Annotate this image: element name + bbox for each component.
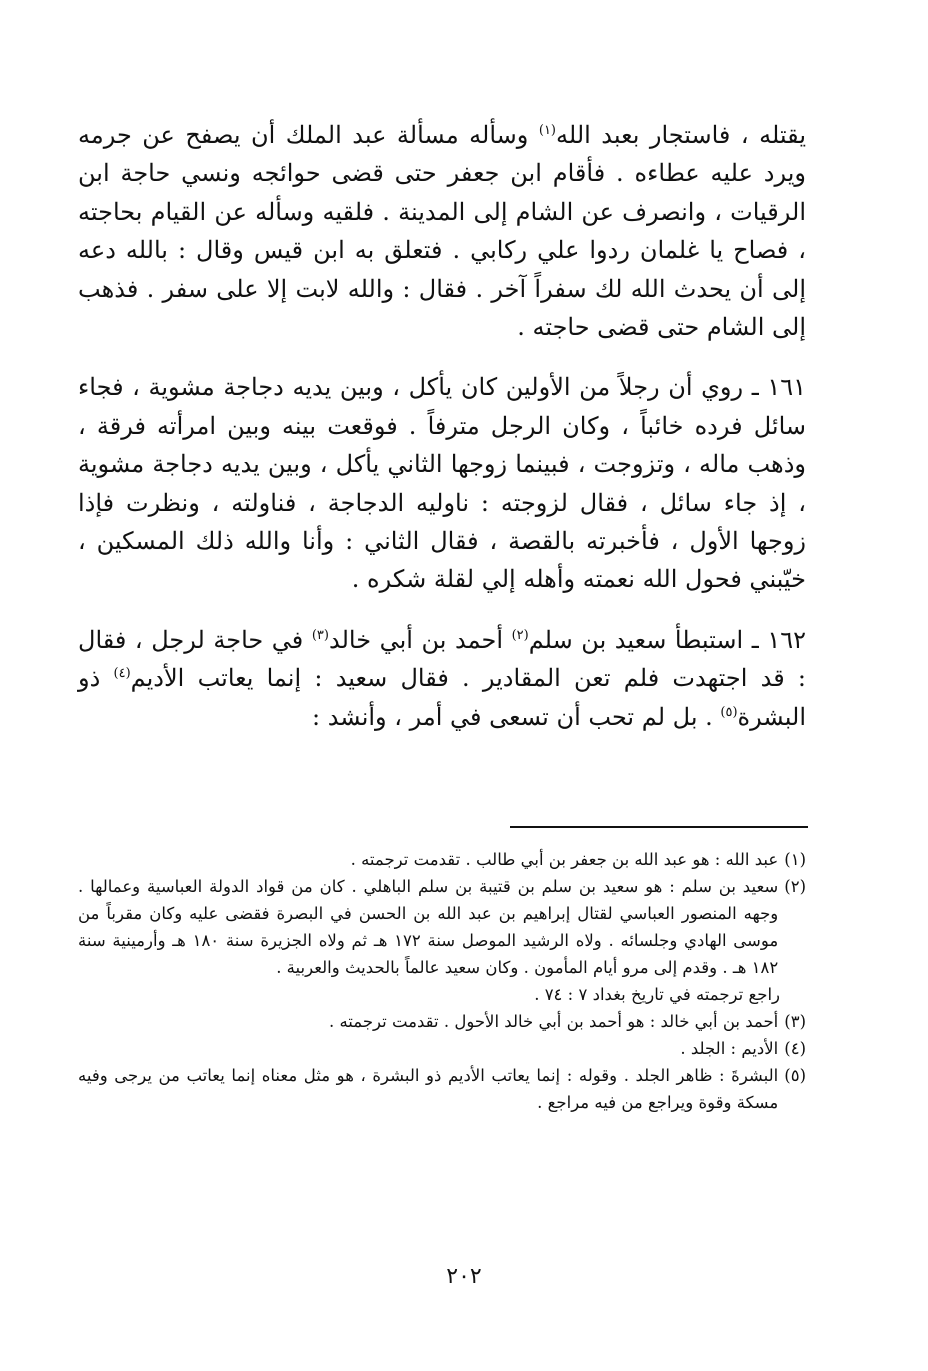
footnote-ref[interactable]: (٤) <box>113 666 131 682</box>
footnote-text: أحمد بن أبي خالد : هو أحمد بن أبي خالد الأحول . تقدمت ترجمته . <box>328 1012 779 1031</box>
page-number: ٢٠٢ <box>446 1264 482 1289</box>
footnote-text: عبد الله : هو عبد الله بن جعفر بن أبي طالب . تقدمت ترجمته . <box>350 850 779 869</box>
footnote-number: (٢) <box>784 877 806 896</box>
paragraph-161 <box>78 368 806 598</box>
text-segment: وسأله مسألة عبد الملك أن يصفح عن جرمه ويرد عليه عطاءه . فأقام ابن جعفر حتى قضى حوائجه ونسي حاجة ابن الرقيات ، وانصرف عن الشام إلى المدينة . فلقيه وسأله عن القيام بحاجته ، فصاح يا غلمان ردوا علي ركابي . فتعلق به ابن قيس وقال : بالله دعه إلى أن يحدث الله لك سفراً آخر . فقال : والله لابت إلا على سفر . فذهب إلى الشام حتى قضى حاجته . <box>78 121 806 342</box>
footnote-number: (١) <box>784 850 806 869</box>
footnote-ref[interactable]: (٥) <box>720 704 738 720</box>
footnote-text: البشرةَ : ظاهر الجلد . وقوله : إنما يعاتب الأديم ذو البشرة ، هو مثل معناه إنما يعاتب من يرجى وفيه مسكة وقوة ويراجع من فيه مراجع . <box>78 1066 779 1112</box>
footnote-2-reference <box>78 981 806 1008</box>
paragraph-162 <box>78 621 806 736</box>
text-segment: ١٦٢ ـ استبطأ سعيد بن سلم <box>528 625 806 654</box>
footnote-number: (٥) <box>784 1066 806 1085</box>
footnote-1 <box>78 846 806 873</box>
text-segment: أحمد بن أبي خالد <box>328 625 512 654</box>
text-segment: ١٦١ ـ روي أن رجلاً من الأولين كان يأكل ، وبين يديه دجاجة مشوية ، فجاء سائل فرده خائباً ، وكان الرجل مترفاً . فوقعت بينه وبين امرأته فرقة ، وذهب ماله ، وتزوجت ، فبينما زوجها الثاني يأكل ، وبين يديه دجاجة مشوية ، إذ جاء سائل ، فقال لزوجته : ناوليه الدجاجة ، فناولته ، ونظرت فإذا زوجها الأول ، فأخبرته بالقصة ، فقال الثاني : وأنا والله ذلك المسكين ، خيّبني فحول الله نعمته وأهله إلي لقلة شكره . <box>78 373 806 594</box>
footnote-ref[interactable]: (١) <box>538 123 556 138</box>
footnote-ref[interactable]: (٣) <box>311 627 329 643</box>
footnote-4 <box>78 1035 806 1062</box>
text-segment: في حاجة لرجل ، فقال : قد اجتهدت فلم تعن المقادير . فقال سعيد : إنما يعاتب الأديم <box>78 625 807 693</box>
main-text <box>78 116 806 758</box>
text-segment: يقتله ، فاستجار بعبد الله <box>556 121 806 149</box>
text-segment: . بل لم تحب أن تسعى في أمر ، وأنشد : <box>311 702 721 731</box>
footnote-text: الأديم : الجلد . <box>680 1039 779 1058</box>
footnote-divider <box>510 826 808 828</box>
footnote-text: سعيد بن سلم : هو سعيد بن سلم بن قتيبة بن سلم الباهلي . كان من قواد الدولة العباسية وعمالها . وجهه المنصور العباسي لقتال إبراهيم بن عبد الله بن الحسن في البصرة فقضى عليه وكان مقرباً من موسى الهادي وجلسائه . ولاه الرشيد الموصل سنة ١٧٢ هـ ثم ولاه الجزيرة سنة ١٨٠ هـ وأرمينية سنة ١٨٢ هـ . وقدم إلى مرو أيام المأمون . وكان سعيد عالماً بالحديث والعربية . <box>78 877 779 977</box>
footnote-3 <box>78 1008 806 1035</box>
text-segment: ذو البشرة <box>78 664 806 731</box>
footnotes <box>78 846 806 1116</box>
footnote-number: (٤) <box>784 1039 806 1058</box>
footnote-2 <box>78 873 806 981</box>
footnote-number: (٣) <box>784 1012 806 1031</box>
paragraph-1 <box>78 116 806 346</box>
footnote-text: راجع ترجمته في تاريخ بغداد ٧ : ٧٤ . <box>534 985 780 1004</box>
footnote-ref[interactable]: (٢) <box>511 627 529 643</box>
footnote-5 <box>78 1062 806 1116</box>
